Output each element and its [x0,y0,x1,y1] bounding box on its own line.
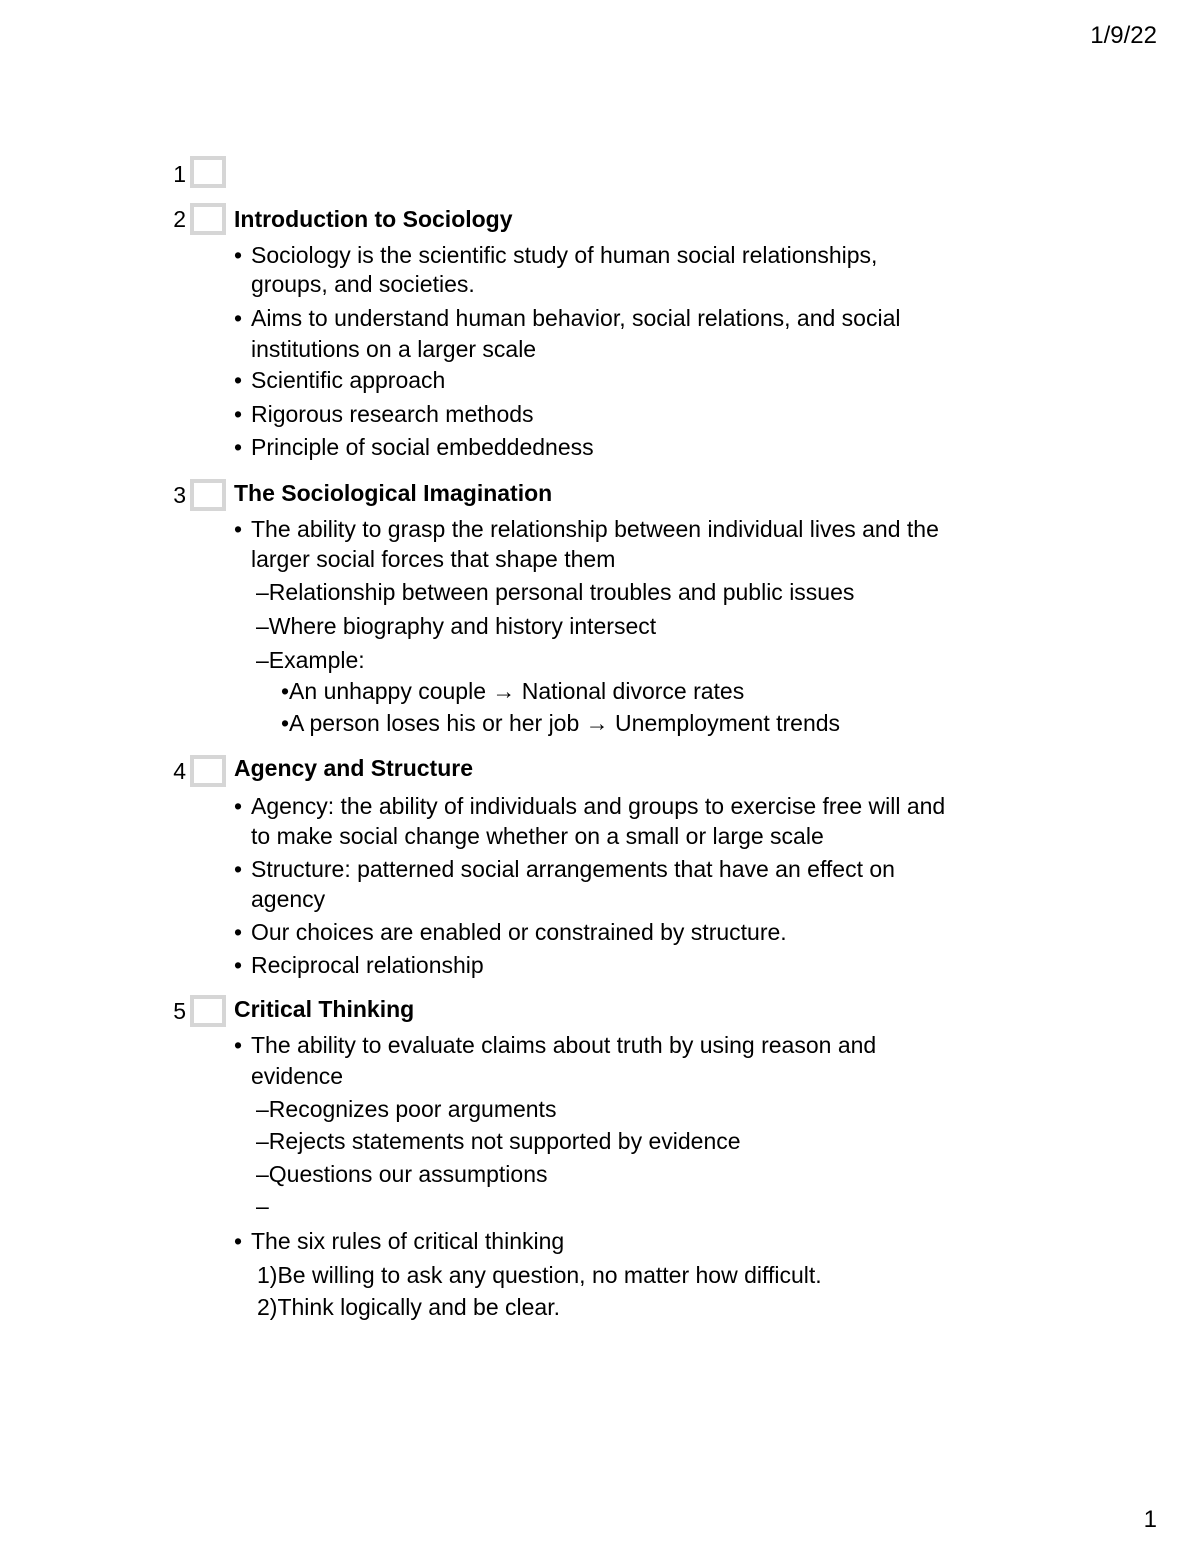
slide-thumbnail[interactable] [190,755,226,787]
slide-number: 3 [173,482,186,508]
bullet-marker: • [234,434,243,460]
bullet-marker: • [234,952,243,978]
sub-item: –Where biography and history intersect [256,613,657,639]
bullet-text: Aims to understand human behavior, social relations, and social [251,305,901,331]
slide-number: 1 [173,161,186,187]
bullet-marker: • [234,919,243,945]
bullet-text: The ability to evaluate claims about truth by using reason and [251,1032,877,1058]
bullet-text: The ability to grasp the relationship between individual lives and the [251,516,939,542]
slide-number: 4 [173,758,186,784]
slide-thumbnail[interactable] [190,995,226,1027]
bullet-text-continued: to make social change whether on a small or large scale [251,823,824,849]
bullet-text: Our choices are enabled or constrained by structure. [251,919,787,945]
example-item: •A person loses his or her job → Unemployment trends [281,710,841,736]
slide-title: The Sociological Imagination [234,480,553,506]
bullet-text-continued: evidence [251,1063,344,1089]
bullet-marker: • [234,793,243,819]
bullet-text-continued: groups, and societies. [251,271,475,297]
bullet-text: The six rules of critical thinking [251,1228,565,1254]
numbered-item: 2)Think logically and be clear. [257,1294,560,1320]
bullet-text: Structure: patterned social arrangements that have an effect on [251,856,895,882]
slide-thumbnail[interactable] [190,479,226,511]
bullet-text: Rigorous research methods [251,401,534,427]
bullet-marker: • [234,1228,243,1254]
bullet-text: Scientific approach [251,367,446,393]
bullet-marker: • [234,367,243,393]
sub-item: – [256,1193,269,1219]
slide-title: Introduction to Sociology [234,206,513,232]
bullet-text-continued: institutions on a larger scale [251,336,537,362]
bullet-marker: • [234,401,243,427]
sub-item: –Recognizes poor arguments [256,1096,557,1122]
numbered-item: 1)Be willing to ask any question, no matter how difficult. [257,1262,822,1288]
bullet-marker: • [234,1032,243,1058]
slide-number: 5 [173,998,186,1024]
page-number: 1 [1143,1506,1157,1533]
sub-item: –Relationship between personal troubles and public issues [256,579,855,605]
notes-date: 1/9/22 [1090,22,1157,49]
example-item: •An unhappy couple → National divorce rates [281,678,745,704]
sub-item: –Example: [256,647,365,673]
bullet-text-continued: larger social forces that shape them [251,546,616,572]
bullet-marker: • [234,516,243,542]
bullet-text: Sociology is the scientific study of human social relationships, [251,242,878,268]
slide-title: Agency and Structure [234,755,473,781]
bullet-text: Principle of social embeddedness [251,434,594,460]
bullet-marker: • [234,856,243,882]
slide-number: 2 [173,206,186,232]
bullet-text: Reciprocal relationship [251,952,484,978]
sub-item: –Rejects statements not supported by evidence [256,1128,741,1154]
sub-item: –Questions our assumptions [256,1161,548,1187]
slide-title: Critical Thinking [234,996,415,1022]
bullet-text-continued: agency [251,886,326,912]
bullet-text: Agency: the ability of individuals and groups to exercise free will and [251,793,946,819]
slide-thumbnail[interactable] [190,156,226,188]
bullet-marker: • [234,242,243,268]
bullet-marker: • [234,305,243,331]
slide-thumbnail[interactable] [190,203,226,235]
